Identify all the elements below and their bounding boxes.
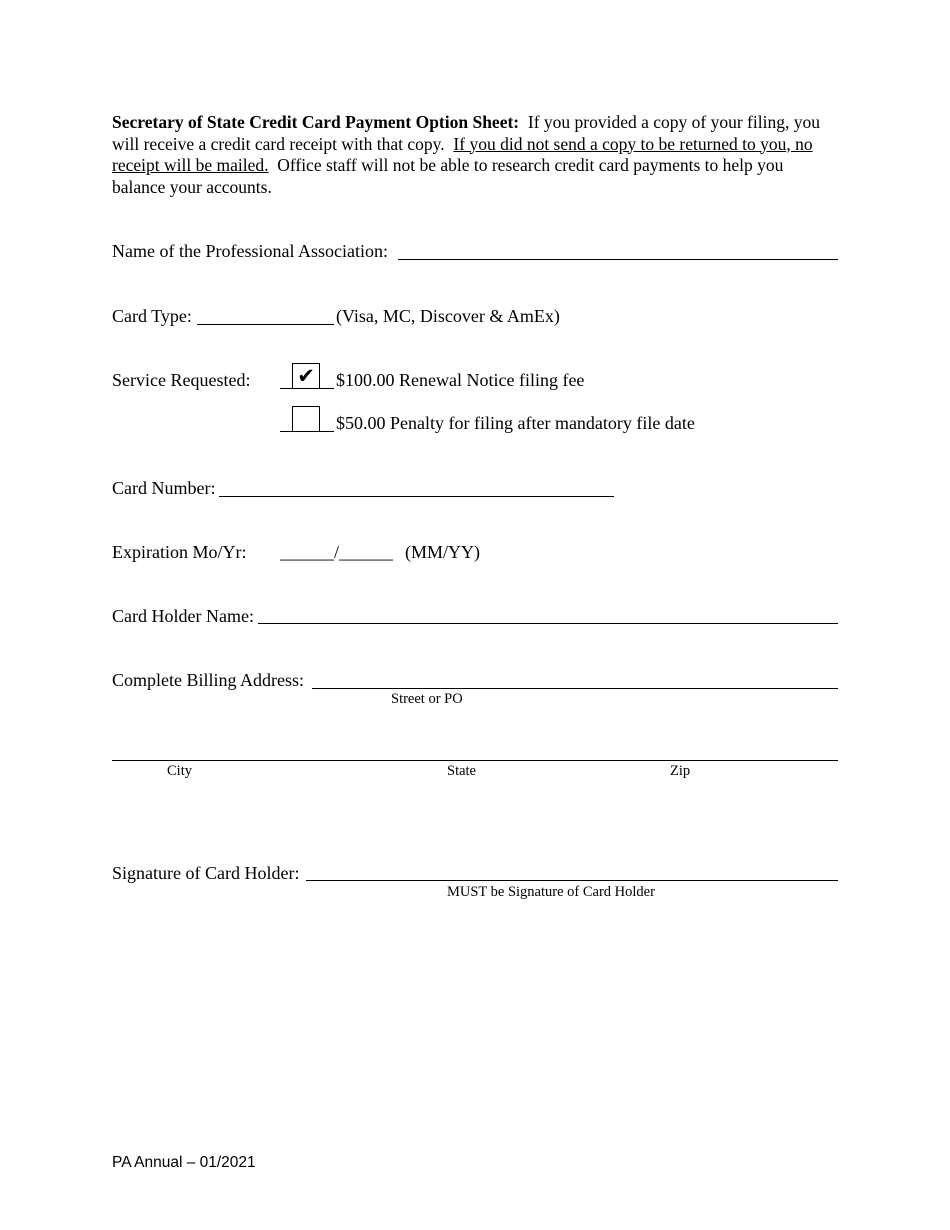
intro-text-2: Office staff will not be able to research credit card payments to help you balance your accounts. bbox=[112, 155, 784, 197]
card-number-label: Card Number: bbox=[112, 478, 216, 498]
card-type-hint: (Visa, MC, Discover & AmEx) bbox=[336, 306, 560, 326]
service-1-checkbox[interactable]: ✔ bbox=[292, 363, 320, 389]
intro-underlined: If you did not send a copy to be returned to you, no receipt will be mailed. bbox=[112, 133, 813, 175]
street-caption: Street or PO bbox=[391, 691, 463, 707]
signature-caption: MUST be Signature of Card Holder bbox=[447, 884, 655, 900]
association-label: Name of the Professional Association: bbox=[112, 241, 388, 261]
expiration-field[interactable]: ______/______ bbox=[280, 542, 394, 562]
card-type-label: Card Type: bbox=[112, 306, 192, 326]
service-2-label: $50.00 Penalty for filing after mandatory file date bbox=[336, 413, 695, 433]
service-1-label: $100.00 Renewal Notice filing fee bbox=[336, 370, 585, 390]
city-state-zip-field[interactable] bbox=[112, 760, 838, 761]
holder-name-field[interactable] bbox=[258, 623, 838, 624]
holder-name-label: Card Holder Name: bbox=[112, 606, 254, 626]
zip-caption: Zip bbox=[670, 763, 691, 779]
street-field[interactable] bbox=[312, 688, 838, 689]
service-requested-label: Service Requested: bbox=[112, 370, 251, 390]
card-type-field[interactable] bbox=[197, 324, 334, 325]
signature-field[interactable] bbox=[306, 880, 838, 881]
intro-text-1: If you provided a copy of your filing, you will receive a credit card receipt with that copy. bbox=[112, 112, 820, 154]
intro-heading: Secretary of State Credit Card Payment Option Sheet: bbox=[112, 112, 520, 132]
city-caption: City bbox=[167, 763, 192, 779]
association-field[interactable] bbox=[398, 259, 838, 260]
billing-address-label: Complete Billing Address: bbox=[112, 670, 304, 690]
state-caption: State bbox=[447, 763, 476, 779]
expiration-label: Expiration Mo/Yr: bbox=[112, 542, 247, 562]
card-number-field[interactable] bbox=[219, 496, 614, 497]
signature-label: Signature of Card Holder: bbox=[112, 863, 300, 883]
expiration-format: (MM/YY) bbox=[405, 542, 480, 562]
intro-paragraph bbox=[112, 112, 840, 198]
service-2-checkbox[interactable] bbox=[292, 406, 320, 432]
footer-text: PA Annual – 01/2021 bbox=[112, 1154, 256, 1171]
